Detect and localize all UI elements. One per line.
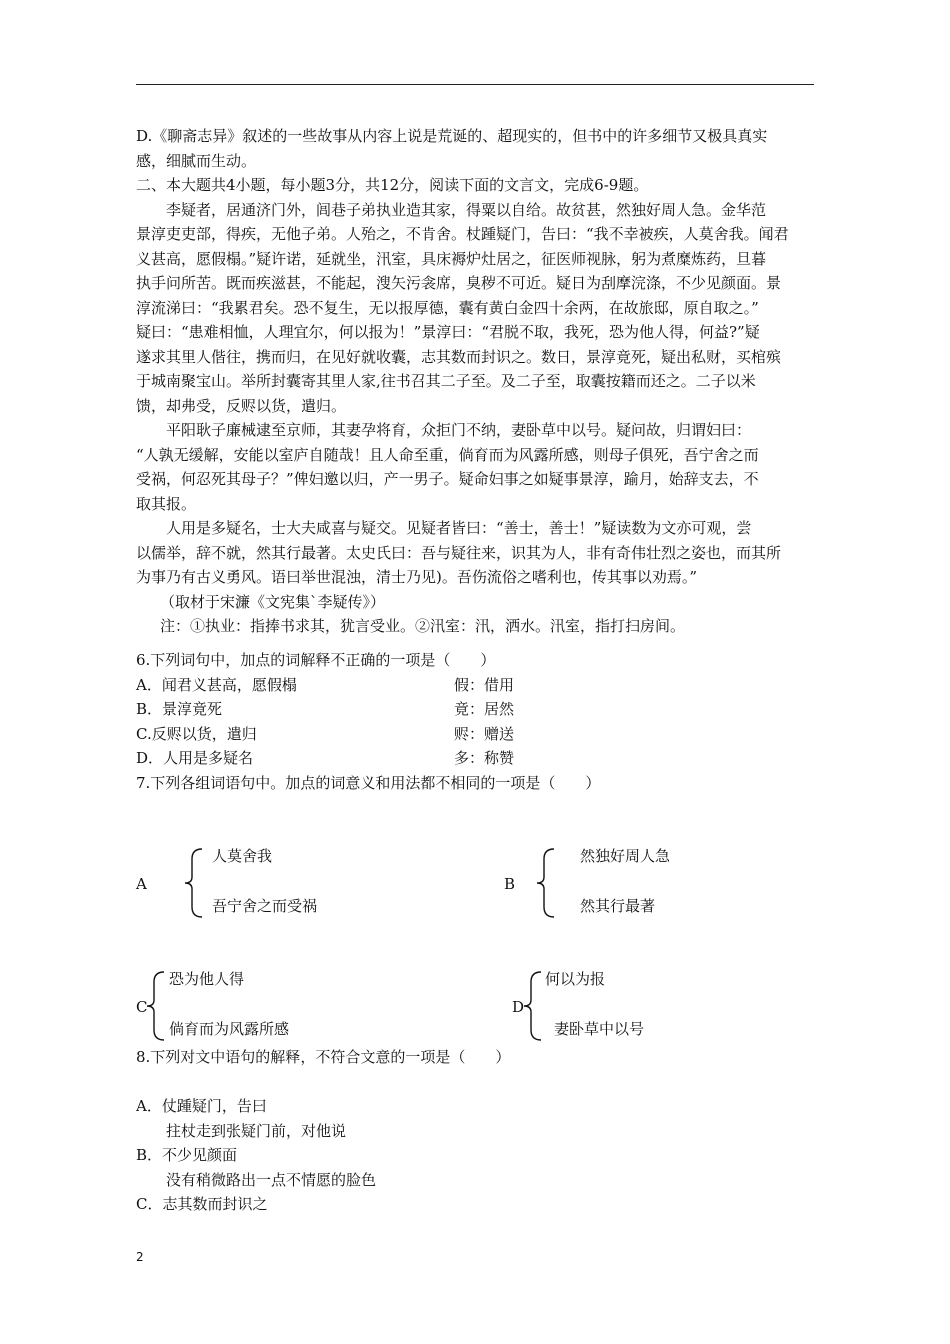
text-line: 馈，却弗受，反赆以货，遣归。: [136, 396, 347, 415]
question-8-items: [136, 1094, 814, 1217]
text-line: 受祸，何忍死其母子？”俾妇邀以归，产一男子。疑命妇事之如疑事景淳，踰月，始辞支去，不: [136, 470, 759, 488]
option-row: [136, 746, 814, 771]
group-top-text: 恐为他人得: [169, 970, 245, 988]
text-line: 景淳吏吏部，得疾，无他子弟。人殆之，不肯舍。杖踵疑门，告曰：“我不幸被疾，人莫舍我。闻君: [136, 225, 789, 243]
option-text: B．景淳竟死: [136, 700, 223, 718]
text-line: 为事乃有古义勇风。语曰举世混浊，清士乃见)。吾伤流俗之嗜利也，传其事以劝焉。”: [136, 568, 698, 586]
option-d-block: [136, 124, 814, 198]
question-6: [136, 648, 814, 771]
text-line: 取其报。: [136, 494, 197, 513]
source-citation: （取材于宋濂《文宪集`李疑传》）: [160, 592, 386, 611]
option-text: D．人用是多疑名: [136, 749, 254, 767]
text-line: 人用是多疑名，士大夫咸喜与疑交。见疑者皆曰：“善士，善士！”疑读数为文亦可观，尝: [166, 519, 752, 537]
text-line: 平阳耿子廉械逮至京师，其妻孕将育，众拒门不纳，妻卧草中以号。疑问故，归谓妇曰：: [166, 421, 752, 439]
passage-paragraph-3: [136, 516, 814, 639]
item-explanation: 拄杖走到张疑门前，对他说: [166, 1121, 347, 1140]
group-label: A: [136, 875, 147, 893]
text-line: 遂求其里人偕往，携而归，在见好就收囊，志其数而封识之。数日，景淳竟死，疑出私财，买棺殡: [136, 347, 782, 366]
group-top-text: 人莫舍我: [212, 847, 273, 865]
q7-group-b: [504, 845, 804, 925]
text-line: 淳流涕曰：“我累君矣。恐不复生，无以报厚德，囊有黄白金四十余两，在故旅邸，原自取之。”: [136, 298, 759, 317]
text-line: 感，细腻而生动。: [136, 151, 257, 170]
brace-icon: [534, 847, 556, 919]
text-line: D.《聊斋志异》叙述的一些故事从内容上说是荒诞的、超现实的，但书中的许多细节又极具真实: [136, 127, 768, 145]
passage-paragraph-2: [136, 418, 814, 516]
text-line: 执手问所苦。既而疾滋甚，不能起，溲矢污衾席，臭秽不可近。疑日为刮摩浣涤，不少见颜面。景: [136, 274, 782, 292]
q7-group-a: [136, 845, 436, 925]
item-label: C．志其数而封识之: [136, 1195, 268, 1213]
group-bottom-text: 倘育而为风露所感: [169, 1020, 290, 1038]
option-row: [136, 697, 814, 722]
item-explanation: 没有稍微路出一点不情愿的脸色: [166, 1170, 377, 1189]
brace-icon: [521, 970, 543, 1042]
question-8: [136, 1045, 814, 1070]
question-stem: 6.下列词句中，加点的词解释不正确的一项是（ ）: [136, 651, 496, 669]
q7-group-c: [136, 968, 436, 1048]
option-gloss: 竟：居然: [454, 700, 515, 718]
page-number: 2: [136, 1250, 144, 1264]
question-7: [136, 771, 814, 796]
question-stem: 7.下列各组词语句中。加点的词意义和用法都不相同的一项是（ ）: [136, 774, 601, 792]
text-line: “人孰无缓解，安能以室庐自随哉！且人命至重，倘育而为风露所感，则母子俱死，吾宁舍之而: [136, 445, 759, 464]
option-gloss: 多：称赞: [454, 749, 515, 767]
question-stem: 8.下列对文中语句的解释，不符合文意的一项是（ ）: [136, 1048, 511, 1066]
option-text: C.反赆以货，遣归: [136, 724, 257, 743]
group-top-text: 何以为报: [545, 970, 606, 988]
text-line: 疑曰：“患难相恤，人理宜尔，何以报为！”景淳曰：“君脱不取，我死，恐为他人得，何益?”疑: [136, 323, 760, 341]
annotation-note: 注：①执业：指捧书求其，犹言受业。②汛室：汛，洒水。汛室，指打扫房间。: [160, 617, 686, 635]
option-row: [136, 722, 814, 747]
text-line: 于城南聚宝山。举所封囊寄其里人家,往书召其二子至。及二子至，取囊按籍而还之。二子以米: [136, 372, 756, 390]
brace-icon: [144, 970, 166, 1042]
group-top-text: 然独好周人急: [580, 847, 671, 865]
passage-paragraph-1: [136, 198, 814, 419]
q7-group-d: [512, 968, 812, 1048]
text-line: 义甚高，愿假榻。”疑许诺，延就坐，汛室，具床褥炉灶居之，征医师视脉，躬为煮糜炼药，旦暮: [136, 249, 767, 268]
group-bottom-text: 吾宁舍之而受祸: [212, 897, 318, 915]
text-line: 李疑者，居通济门外，闾巷子弟执业造其家，得粟以自给。故贫甚，然独好周人急。金华范: [166, 200, 767, 219]
item-label: B．不少见颜面: [136, 1146, 238, 1164]
group-bottom-text: 妻卧草中以号: [554, 1020, 645, 1038]
group-label: C: [136, 998, 148, 1016]
option-gloss: 假：借用: [454, 675, 515, 694]
option-text: A．闻君义甚高，愿假榻: [136, 675, 297, 694]
option-row: [136, 673, 814, 698]
brace-icon: [182, 847, 204, 919]
text-line: 以儒举，辞不就，然其行最著。太史氏曰：吾与疑往来，识其为人，非有奇伟壮烈之姿也，而其所: [136, 543, 782, 562]
group-bottom-text: 然其行最著: [580, 897, 656, 915]
header-rule: [136, 84, 814, 85]
section-header: 二、本大题共4小题，每小题3分，共12分，阅读下面的文言文，完成6-9题。: [136, 176, 649, 194]
item-label: A．仗踵疑门，告曰: [136, 1097, 267, 1115]
group-label: D: [512, 998, 525, 1016]
option-gloss: 赆：赠送: [454, 724, 515, 743]
group-label: B: [504, 875, 516, 893]
